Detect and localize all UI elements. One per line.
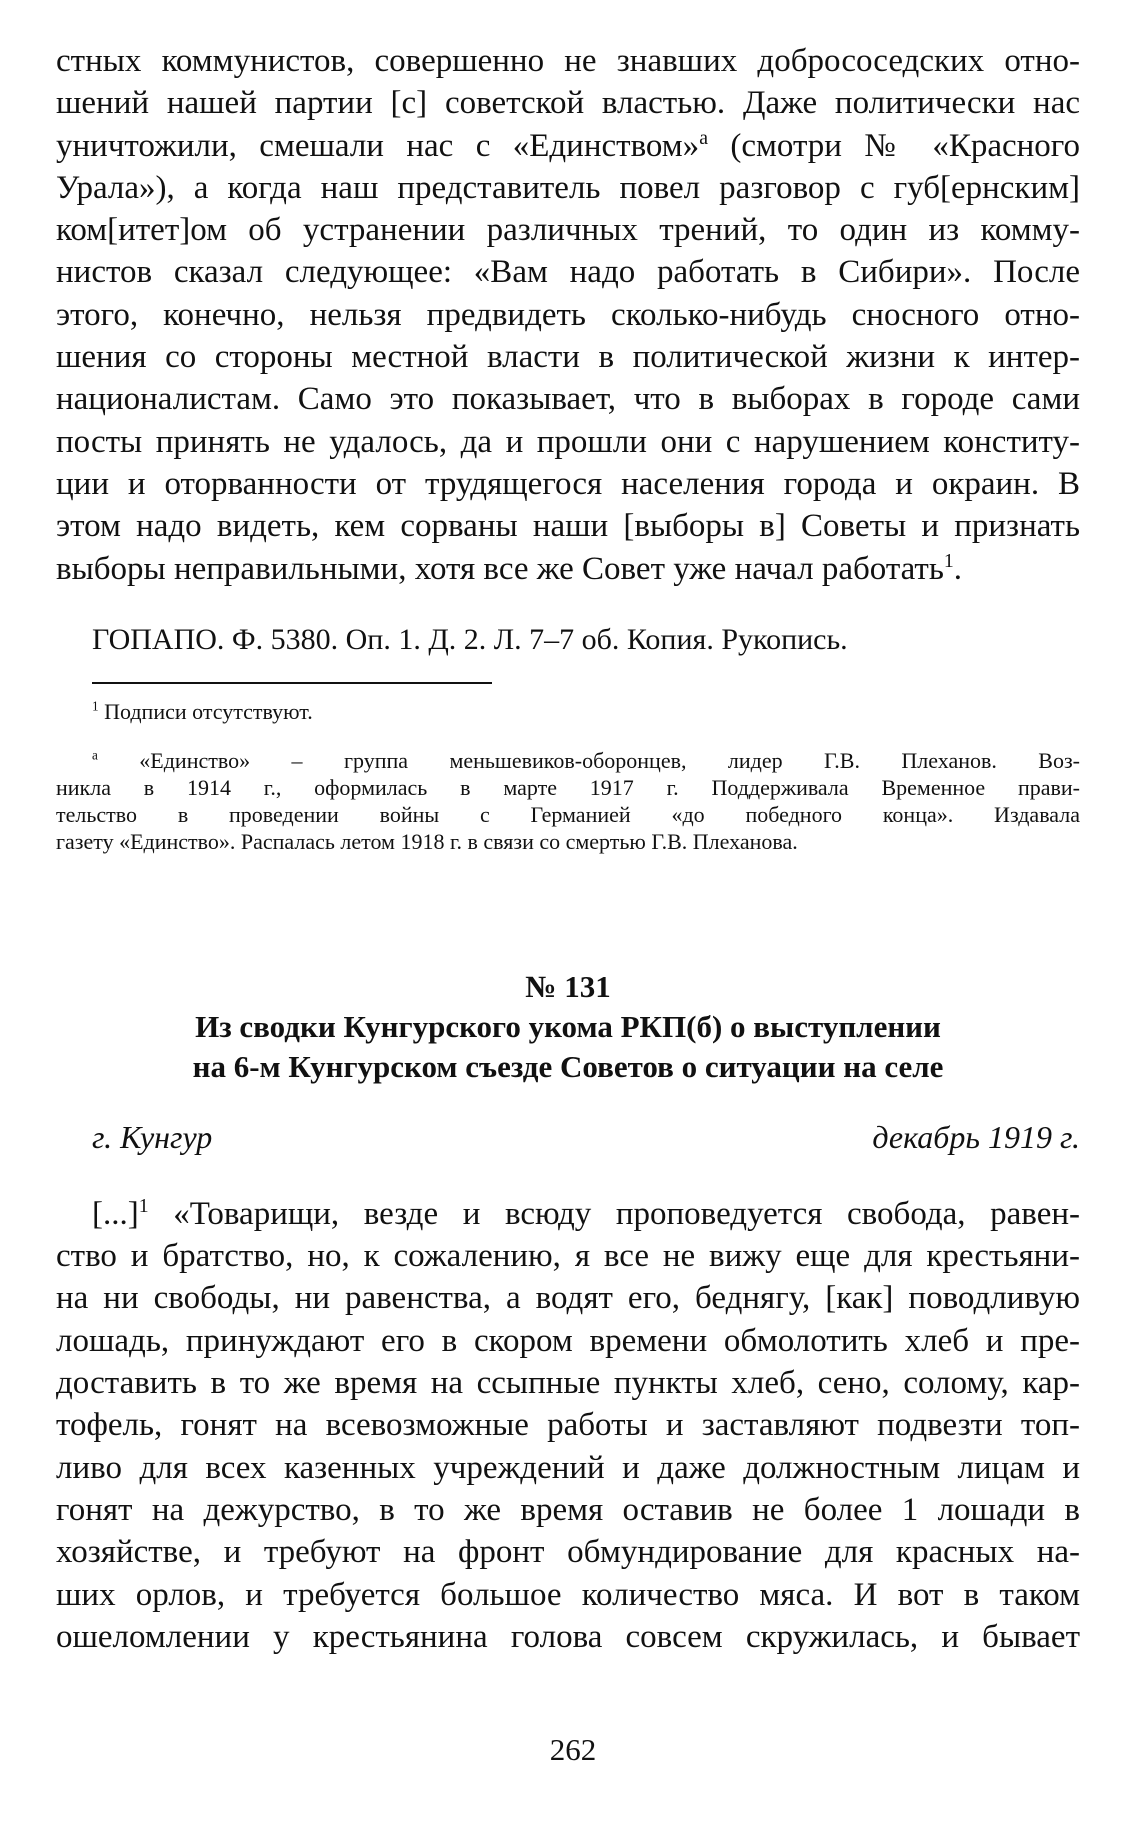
text-line: Урала»), а когда наш представитель повел разговор с губ[ернским] — [56, 169, 1080, 206]
page-number: 262 — [549, 1732, 597, 1767]
text-line: на ни свободы, ни равенства, а водят его, беднягу, [как] поводливую — [56, 1280, 1080, 1317]
footnote-1: $^1$ Подписи отсутствуют. — [92, 698, 313, 724]
text-line: националистам. Само это показывает, что в выборах в городе сами — [56, 381, 1080, 418]
text-line: нистов сказал следующее: «Вам надо работать в Сибири». После — [56, 254, 1080, 291]
document-number: № 131 — [525, 968, 611, 1004]
footnote-mark: 1 — [943, 549, 954, 572]
footnote-divider — [92, 682, 492, 684]
top-paragraph — [56, 40, 1080, 590]
document-place: г. Кунгур — [92, 1118, 213, 1155]
text-line: [...]$^1$ «Товарищи, везде и всюду проповедуется свобода, равен- — [92, 1194, 1080, 1232]
text-line: ство и братство, но, к сожалению, я все не вижу еще для крестьяни- — [56, 1238, 1080, 1275]
text-line: шений нашей партии [с] советской властью. Даже политически нас — [56, 85, 1080, 122]
text-line: ошеломлении у крестьянина голова совсем скружилась, и бывает — [56, 1618, 1080, 1655]
text-line: ции и оторванности от трудящегося населения города и окраин. В — [56, 465, 1080, 502]
footnote-mark: 1 — [92, 698, 99, 714]
text-line: стных коммунистов, совершенно не знавших добрососедских отно- — [56, 43, 1080, 79]
document-body — [56, 1193, 1080, 1658]
document-title — [56, 1007, 1080, 1087]
text-line: посты принять не удалось, да и прошли они с нарушением конститу- — [56, 423, 1080, 460]
place-date-row — [56, 1117, 1080, 1157]
text-line: доставить в то же время на ссыпные пункты хлеб, сено, солому, кар- — [56, 1365, 1080, 1402]
document-date: декабрь 1919 г. — [872, 1118, 1080, 1155]
footnote-line: тельство в проведении войны с Германией «до победного конца». Издавала — [56, 801, 1080, 827]
text-line: лошадь, принуждают его в скором времени обмолотить хлеб и пре- — [56, 1322, 1080, 1359]
text-line: ших орлов, и требуется большое количество мяса. И вот в таком — [56, 1576, 1080, 1613]
footnote-mark: а — [699, 126, 708, 149]
footnote-line: газету «Единство». Распалась летом 1918 г. в связи со смертью Г.В. Плеханова. — [56, 828, 798, 854]
footnote-line: никла в 1914 г., оформилась в марте 1917 г. Поддерживала Временное прави- — [56, 774, 1080, 800]
archive-reference: ГОПАПО. Ф. 5380. Оп. 1. Д. 2. Л. 7–7 об. Копия. Рукопись. — [92, 622, 848, 656]
text-line: уничтожили, смешали нас с «Единством»$^а$ (смотри № «Красного — [56, 126, 1080, 164]
text-line: выборы неправильными, хотя все же Совет уже начал работать$^1$. — [56, 549, 963, 587]
book-page — [56, 40, 1080, 1658]
text-line: ком[итет]ом об устранении различных трений, то один из комму- — [56, 212, 1080, 249]
text-line: этого, конечно, нельзя предвидеть сколько-нибудь сносного отно- — [56, 296, 1080, 333]
footnote-a — [56, 747, 1080, 855]
text-line: хозяйстве, и требуют на фронт обмундирование для красных на- — [56, 1534, 1080, 1571]
footnote-mark: а — [92, 747, 98, 763]
footnote-mark: 1 — [138, 1194, 149, 1217]
text-line: ливо для всех казенных учреждений и даже должностным лицам и — [56, 1449, 1080, 1486]
text-line: шения со стороны местной власти в политической жизни к интер- — [56, 339, 1080, 376]
footnote-line: $^а$ «Единство» – группа меньшевиков-оборонцев, лидер Г.В. Плеханов. Воз- — [92, 747, 1080, 773]
text-line: гонят на дежурство, в то же время оставив не более 1 лошади в — [56, 1491, 1080, 1528]
text-line: тофель, гонят на всевозможные работы и заставляют подвезти топ- — [56, 1407, 1080, 1444]
document-title-line: Из сводки Кунгурского укома РКП(б) о выступлении — [195, 1008, 941, 1044]
document-title-line: на 6-м Кунгурском съезде Советов о ситуации на селе — [192, 1048, 944, 1084]
text-line: этом надо видеть, кем сорваны наши [выборы в] Советы и признать — [56, 508, 1080, 545]
